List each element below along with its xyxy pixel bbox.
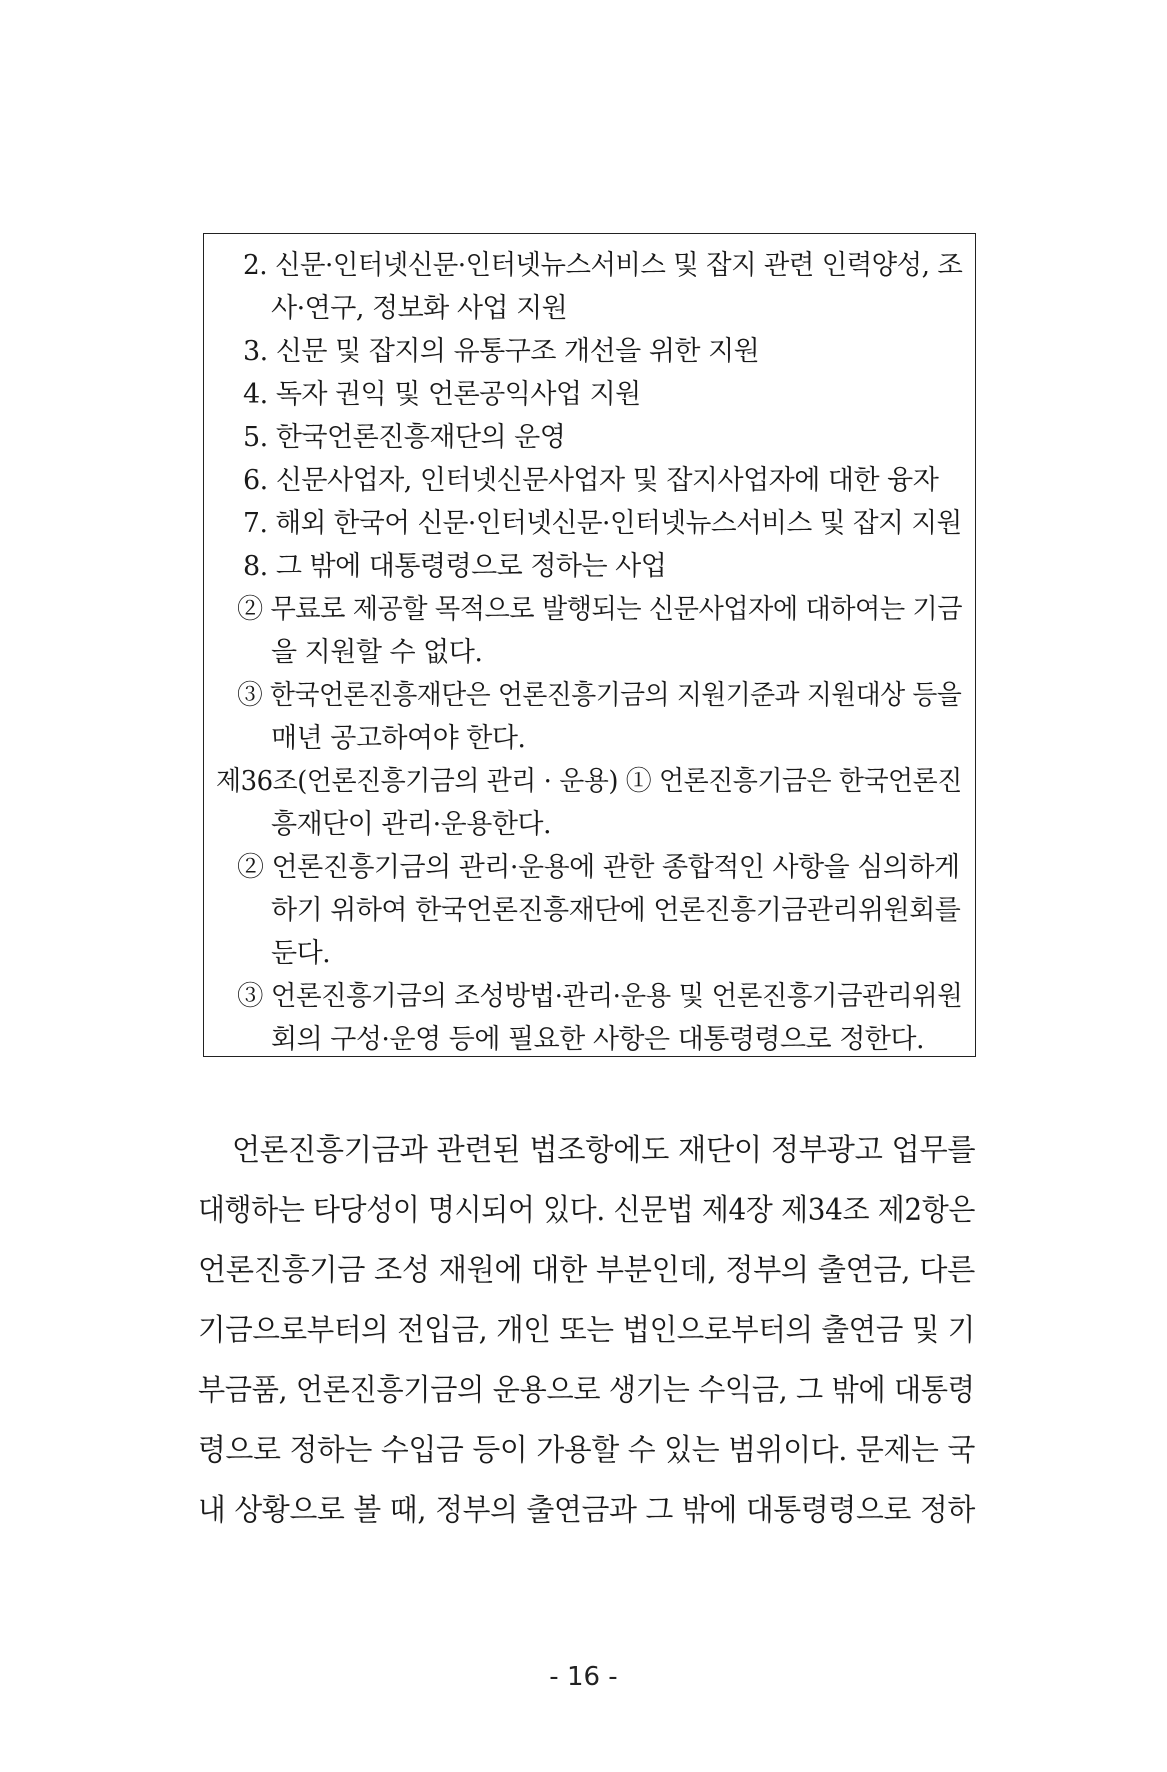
law-line: ② 언론진흥기금의 관리·운용에 관한 종합적인 사항을 심의하게	[237, 852, 960, 883]
law-line: 을 지원할 수 없다.	[271, 637, 483, 668]
law-line: 6. 신문사업자, 인터넷신문사업자 및 잡지사업자에 대한 융자	[243, 465, 939, 496]
body-line: 부금품, 언론진흥기금의 운용으로 생기는 수익금, 그 밖에 대통령	[198, 1373, 975, 1408]
body-line: 언론진흥기금 조성 재원에 대한 부분인데, 정부의 출연금, 다른	[198, 1253, 975, 1288]
law-line: 둔다.	[271, 938, 331, 969]
body-line: 기금으로부터의 전입금, 개인 또는 법인으로부터의 출연금 및 기	[198, 1313, 975, 1348]
law-line: 매년 공고하여야 한다.	[271, 723, 526, 754]
law-line: 8. 그 밖에 대통령령으로 정하는 사업	[243, 551, 667, 582]
law-line: 회의 구성·운영 등에 필요한 사항은 대통령령으로 정한다.	[271, 1024, 925, 1055]
law-line: ③ 언론진흥기금의 조성방법·관리·운용 및 언론진흥기금관리위원	[237, 981, 963, 1012]
law-line: 7. 해외 한국어 신문·인터넷신문·인터넷뉴스서비스 및 잡지 지원	[243, 508, 962, 539]
law-line: 사·연구, 정보화 사업 지원	[271, 293, 568, 324]
body-line: 내 상황으로 볼 때, 정부의 출연금과 그 밖에 대통령령으로 정하	[198, 1493, 975, 1528]
page-number: - 16 -	[549, 1662, 618, 1692]
law-line: 흥재단이 관리·운용한다.	[271, 809, 552, 840]
law-line: 2. 신문·인터넷신문·인터넷뉴스서비스 및 잡지 관련 인력양성, 조	[243, 250, 963, 281]
law-line: 3. 신문 및 잡지의 유통구조 개선을 위한 지원	[243, 336, 760, 367]
body-line: 대행하는 타당성이 명시되어 있다. 신문법 제4장 제34조 제2항은	[198, 1193, 976, 1228]
law-line: 4. 독자 권익 및 언론공익사업 지원	[243, 379, 641, 410]
law-line: 5. 한국언론진흥재단의 운영	[243, 422, 566, 453]
law-line: 하기 위하여 한국언론진흥재단에 언론진흥기금관리위원회를	[271, 895, 961, 926]
law-line: ③ 한국언론진흥재단은 언론진흥기금의 지원기준과 지원대상 등을	[237, 680, 962, 711]
law-line: ② 무료로 제공할 목적으로 발행되는 신문사업자에 대하여는 기금	[237, 594, 963, 625]
law-line: 제36조(언론진흥기금의 관리 · 운용) ① 언론진흥기금은 한국언론진	[216, 766, 962, 797]
body-line: 언론진흥기금과 관련된 법조항에도 재단이 정부광고 업무를	[232, 1133, 976, 1168]
body-line: 령으로 정하는 수입금 등이 가용할 수 있는 범위이다. 문제는 국	[198, 1433, 975, 1468]
